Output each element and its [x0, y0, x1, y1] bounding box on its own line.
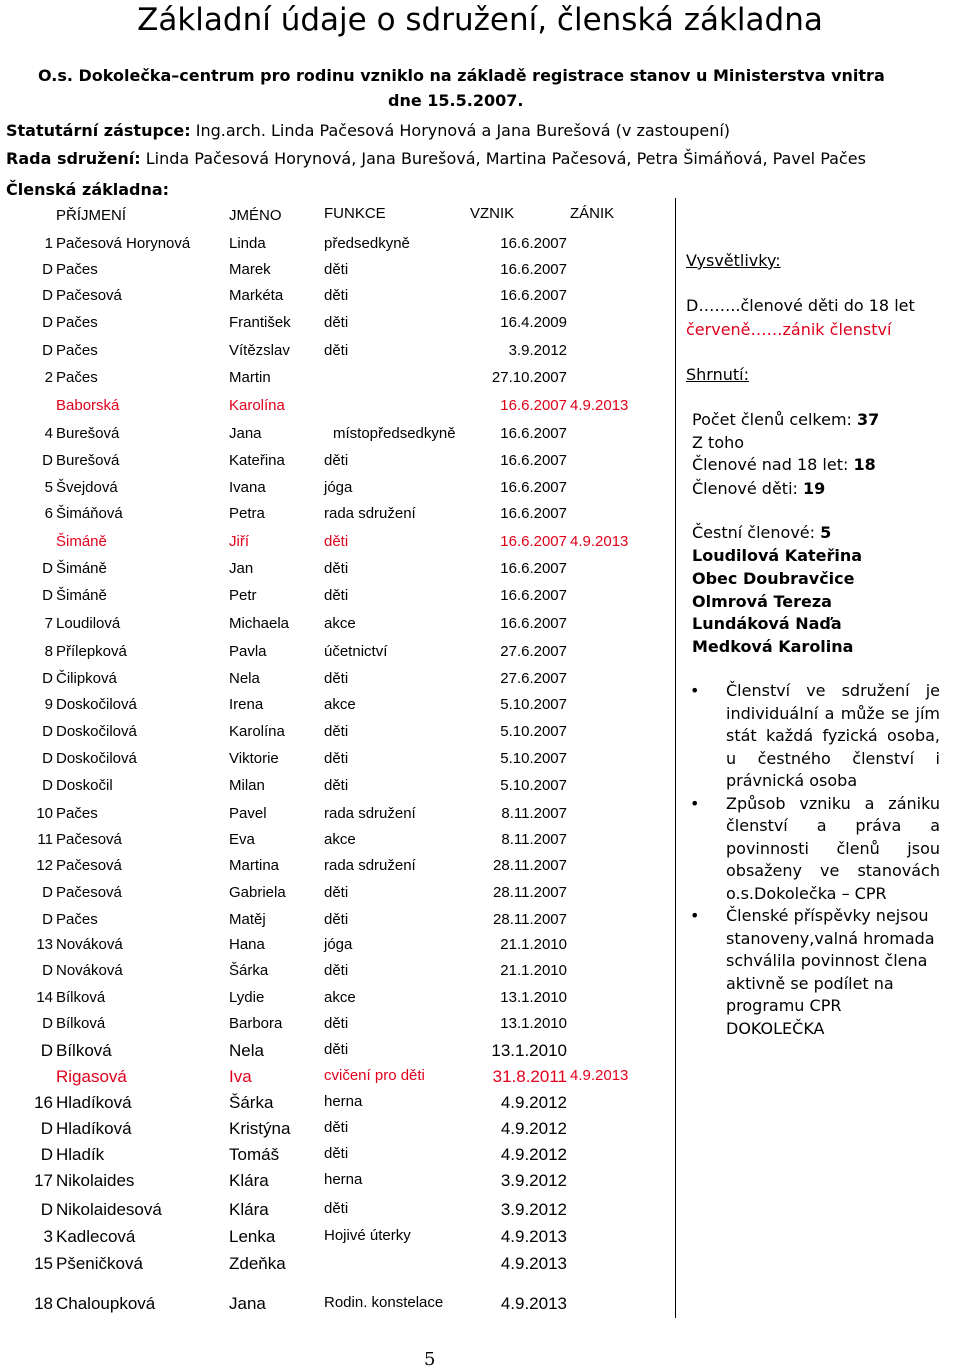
- row-no: D: [42, 452, 53, 469]
- row-start: 5.10.2007: [500, 696, 567, 713]
- board-label: Rada sdružení:: [6, 149, 141, 168]
- row-surname: Nikolaidesová: [56, 1200, 162, 1219]
- row-start: 16.6.2007: [500, 615, 567, 632]
- row-surname: Hladíková: [56, 1093, 132, 1112]
- col-header-end: ZÁNIK: [570, 205, 615, 222]
- row-name: Kristýna: [229, 1119, 291, 1138]
- row-name: Viktorie: [229, 750, 279, 767]
- row-surname: Čilipková: [56, 670, 117, 687]
- row-name: Jana: [229, 1294, 266, 1313]
- honorary-member: Lundáková Naďa: [692, 614, 842, 633]
- row-name: Iva: [229, 1067, 252, 1086]
- row-no: D: [40, 1145, 53, 1164]
- summary-honorary-label: Čestní členové:: [692, 523, 816, 542]
- row-role: akce: [324, 615, 356, 632]
- row-name: Eva: [229, 831, 255, 848]
- row-start: 16.6.2007: [500, 505, 567, 522]
- col-header-role: FUNKCE: [324, 205, 386, 222]
- row-no: 10: [36, 805, 53, 822]
- row-surname: Pačes: [56, 342, 98, 359]
- row-name: Lydie: [229, 989, 265, 1006]
- row-start: 16.6.2007: [500, 587, 567, 604]
- row-name: Petra: [229, 505, 265, 522]
- summary-children: [692, 479, 825, 498]
- row-start: 3.9.2012: [508, 342, 567, 359]
- row-surname: Pačes: [56, 261, 98, 278]
- col-header-name: JMÉNO: [229, 207, 282, 224]
- row-no: D: [42, 884, 53, 901]
- row-start: 4.9.2012: [500, 1119, 567, 1138]
- row-no: D: [40, 1200, 53, 1219]
- row-role: děti: [324, 723, 349, 740]
- summary-children-label: Členové děti:: [692, 479, 798, 498]
- row-name: Markéta: [229, 287, 284, 304]
- row-role: děti: [324, 962, 349, 979]
- row-no: 2: [44, 369, 53, 386]
- row-surname: Pačes: [56, 369, 98, 386]
- row-name: Marek: [229, 261, 271, 278]
- row-start: 21.1.2010: [500, 936, 567, 953]
- row-no: 18: [34, 1294, 53, 1313]
- row-surname: Bílková: [56, 989, 106, 1006]
- row-no: 12: [36, 857, 53, 874]
- row-surname: Nováková: [56, 936, 123, 953]
- row-start: 16.6.2007: [500, 397, 567, 414]
- honorary-member: Olmrová Tereza: [692, 592, 832, 611]
- row-start: 16.6.2007: [500, 479, 567, 496]
- row-start: 8.11.2007: [501, 805, 567, 822]
- row-role: děti: [324, 1200, 349, 1217]
- row-start: 4.9.2013: [500, 1294, 567, 1313]
- row-start: 5.10.2007: [500, 750, 567, 767]
- row-surname: Baborská: [56, 397, 120, 414]
- row-start: 16.6.2007: [500, 235, 567, 252]
- row-surname: Pačes: [56, 911, 98, 928]
- row-no: 3: [43, 1227, 53, 1246]
- row-role: děti: [324, 287, 349, 304]
- row-role: herna: [324, 1171, 363, 1188]
- row-role: akce: [324, 831, 356, 848]
- row-name: Linda: [229, 235, 266, 252]
- rules-list: [690, 680, 940, 1040]
- row-no: D: [42, 777, 53, 794]
- row-end: 4.9.2013: [570, 533, 629, 550]
- row-start: 16.6.2007: [500, 261, 567, 278]
- honorary-member: Loudilová Kateřina: [692, 546, 863, 565]
- legend-title: Vysvětlivky:: [686, 251, 781, 270]
- row-start: 13.1.2010: [491, 1041, 567, 1060]
- row-start: 13.1.2010: [500, 1015, 567, 1032]
- statutory-value: Ing.arch. Linda Pačesová Horynová a Jana Burešová (v zastoupení): [195, 121, 731, 140]
- summary-adults-value: 18: [853, 455, 876, 474]
- row-no: D: [42, 911, 53, 928]
- row-name: Pavel: [229, 805, 267, 822]
- row-surname: Pačesová: [56, 831, 122, 848]
- row-no: D: [42, 342, 53, 359]
- rule-text: Členství ve sdružení je individuální a může se jím stát každá fyzická osoba, u čestného členství i právnická osoba: [726, 681, 940, 790]
- row-surname: Pačesová Horynová: [56, 235, 191, 252]
- row-name: Jan: [229, 560, 254, 577]
- row-role: děti: [324, 670, 349, 687]
- row-role: děti: [324, 261, 349, 278]
- row-no: D: [42, 314, 53, 331]
- row-role: děti: [324, 777, 349, 794]
- row-no: 5: [44, 479, 53, 496]
- row-start: 4.9.2013: [500, 1254, 567, 1273]
- row-no: D: [40, 1041, 53, 1060]
- col-header-start: VZNIK: [470, 205, 515, 222]
- row-role: jóga: [324, 936, 353, 953]
- row-no: 16: [34, 1093, 53, 1112]
- row-start: 3.9.2012: [500, 1171, 567, 1190]
- row-name: František: [229, 314, 291, 331]
- row-role: rada sdružení: [324, 857, 416, 874]
- row-role: jóga: [324, 479, 353, 496]
- row-start: 27.6.2007: [500, 670, 567, 687]
- honorary-member: Obec Doubravčice: [692, 569, 855, 588]
- row-no: 1: [44, 235, 53, 252]
- row-role: místopředsedkyně: [333, 425, 456, 442]
- row-role: děti: [324, 884, 349, 901]
- row-no: D: [42, 287, 53, 304]
- row-no: 4: [44, 425, 53, 442]
- summary-total: [692, 410, 879, 429]
- row-start: 28.11.2007: [493, 857, 567, 874]
- rule-item: [690, 793, 940, 906]
- row-name: Vítězslav: [229, 342, 290, 359]
- row-name: Martin: [229, 369, 271, 386]
- row-no: D: [42, 1015, 53, 1032]
- row-role: rada sdružení: [324, 505, 416, 522]
- summary-total-value: 37: [857, 410, 880, 429]
- row-no: 13: [36, 936, 53, 953]
- row-surname: Hladíková: [56, 1119, 132, 1138]
- row-surname: Šimáně: [56, 587, 107, 604]
- row-surname: Bílková: [56, 1041, 112, 1060]
- row-start: 4.9.2012: [500, 1145, 567, 1164]
- row-name: Karolína: [229, 397, 285, 414]
- col-header-surname: PŘÍJMENÍ: [56, 207, 127, 224]
- row-role: akce: [324, 696, 356, 713]
- registration-line-2: dne 15.5.2007.: [388, 91, 524, 110]
- row-role: děti: [324, 1119, 349, 1136]
- row-surname: Švejdová: [56, 479, 118, 496]
- row-name: Zdeňka: [229, 1254, 286, 1273]
- row-name: Ivana: [229, 479, 266, 496]
- row-name: Karolína: [229, 723, 285, 740]
- rule-item: [690, 905, 940, 1040]
- row-role: cvičení pro děti: [324, 1067, 425, 1084]
- row-name: Hana: [229, 936, 265, 953]
- row-name: Šárka: [229, 962, 269, 979]
- table-right-border: [675, 198, 676, 1318]
- row-surname: Pačes: [56, 805, 98, 822]
- row-name: Nela: [229, 1041, 264, 1060]
- row-role: rada sdružení: [324, 805, 416, 822]
- rule-text: Členské příspěvky nejsou stanoveny,valná hromada schválila povinnost člena aktivně se podílet na programu CPR DOKOLEČKA: [726, 906, 935, 1038]
- row-no: D: [42, 750, 53, 767]
- row-no: D: [42, 962, 53, 979]
- row-name: Jiří: [229, 533, 249, 550]
- row-start: 16.4.2009: [500, 314, 567, 331]
- row-name: Lenka: [229, 1227, 276, 1246]
- row-name: Barbora: [229, 1015, 283, 1032]
- row-name: Tomáš: [229, 1145, 280, 1164]
- row-role: děti: [324, 750, 349, 767]
- rule-text: Způsob vzniku a zániku členství a práva a povinnosti členů jsou obsaženy ve stanovách o.s.Dokolečka – CPR: [726, 793, 940, 903]
- row-name: Klára: [229, 1200, 269, 1219]
- row-surname: Doskočilová: [56, 750, 137, 767]
- row-role: Hojivé úterky: [324, 1227, 411, 1244]
- row-role: děti: [324, 587, 349, 604]
- page-title: Základní údaje o sdružení, členská základna: [137, 2, 823, 38]
- bullet-icon: •: [690, 793, 700, 813]
- rule-item: [690, 680, 940, 793]
- row-name: Šárka: [229, 1093, 274, 1112]
- row-name: Jana: [229, 425, 262, 442]
- row-role: účetnictví: [324, 643, 388, 660]
- row-role: děti: [324, 560, 349, 577]
- row-name: Matěj: [229, 911, 266, 928]
- row-start: 16.6.2007: [500, 533, 567, 550]
- statutory-label: Statutární zástupce:: [6, 121, 191, 140]
- summary-of-which: Z toho: [692, 433, 745, 452]
- row-start: 28.11.2007: [493, 884, 567, 901]
- row-role: děti: [324, 1145, 349, 1162]
- row-surname: Pačesová: [56, 884, 122, 901]
- row-surname: Bílková: [56, 1015, 106, 1032]
- row-start: 3.9.2012: [500, 1200, 567, 1219]
- row-surname: Šimáně: [56, 533, 107, 550]
- row-no: 17: [34, 1171, 53, 1190]
- honorary-member: Medková Karolina: [692, 637, 854, 656]
- row-start: 13.1.2010: [500, 989, 567, 1006]
- row-role: děti: [324, 452, 349, 469]
- row-no: 15: [34, 1254, 53, 1273]
- row-no: 9: [44, 696, 53, 713]
- row-start: 27.10.2007: [491, 369, 567, 386]
- row-role: herna: [324, 1093, 363, 1110]
- row-role: akce: [324, 989, 356, 1006]
- row-role: děti: [324, 342, 349, 359]
- row-name: Klára: [229, 1171, 269, 1190]
- row-start: 5.10.2007: [500, 777, 567, 794]
- legend-d: D……..členové děti do 18 let: [686, 296, 915, 315]
- row-no: D: [42, 723, 53, 740]
- row-name: Pavla: [229, 643, 267, 660]
- row-name: Michaela: [229, 615, 290, 632]
- summary-total-label: Počet členů celkem:: [692, 410, 852, 429]
- row-start: 27.6.2007: [500, 643, 567, 660]
- summary-adults-label: Členové nad 18 let:: [692, 455, 849, 474]
- row-start: 8.11.2007: [501, 831, 567, 848]
- page-number: 5: [424, 1349, 436, 1370]
- row-role: předsedkyně: [324, 235, 410, 252]
- row-surname: Kadlecová: [56, 1227, 136, 1246]
- legend-red: červeně……zánik členství: [686, 320, 892, 339]
- row-surname: Burešová: [56, 452, 120, 469]
- row-name: Irena: [229, 696, 264, 713]
- summary-adults: [692, 455, 876, 474]
- row-no: 8: [44, 643, 53, 660]
- summary-honorary-value: 5: [820, 523, 832, 542]
- row-no: 14: [36, 989, 53, 1006]
- row-name: Gabriela: [229, 884, 286, 901]
- row-name: Nela: [229, 670, 260, 687]
- bullet-icon: •: [690, 906, 700, 925]
- row-surname: Nikolaides: [56, 1171, 135, 1190]
- row-start: 16.6.2007: [500, 425, 567, 442]
- row-no: 11: [37, 831, 53, 848]
- row-role: Rodin. konstelace: [324, 1294, 444, 1311]
- row-name: Kateřina: [229, 452, 285, 469]
- row-surname: Chaloupková: [56, 1294, 156, 1313]
- row-role: děti: [324, 1015, 349, 1032]
- row-no: 6: [44, 505, 53, 522]
- row-surname: Rigasová: [56, 1067, 127, 1086]
- row-end: 4.9.2013: [570, 397, 629, 414]
- bullet-icon: •: [690, 681, 700, 700]
- row-start: 31.8.2011: [492, 1067, 567, 1086]
- row-no: 7: [44, 615, 53, 632]
- row-surname: Doskočilová: [56, 723, 137, 740]
- row-start: 16.6.2007: [500, 287, 567, 304]
- row-surname: Doskočilová: [56, 696, 137, 713]
- row-no: D: [40, 1119, 53, 1138]
- row-surname: Přílepková: [56, 643, 127, 660]
- row-start: 28.11.2007: [493, 911, 567, 928]
- row-surname: Loudilová: [56, 615, 121, 632]
- row-surname: Doskočil: [56, 777, 113, 794]
- row-surname: Pačesová: [56, 857, 122, 874]
- row-surname: Burešová: [56, 425, 120, 442]
- registration-line-1: O.s. Dokolečka–centrum pro rodinu vzniklo na základě registrace stanov u Ministerstva vnitra: [38, 66, 885, 85]
- row-name: Petr: [229, 587, 257, 604]
- summary-honorary: [692, 523, 831, 542]
- row-surname: Hladík: [56, 1145, 105, 1164]
- row-role: děti: [324, 533, 349, 550]
- row-start: 4.9.2013: [500, 1227, 567, 1246]
- row-role: děti: [324, 1041, 349, 1058]
- summary-title: Shrnutí:: [686, 365, 749, 384]
- row-surname: Pačes: [56, 314, 98, 331]
- row-surname: Pšeničková: [56, 1254, 143, 1273]
- row-start: 16.6.2007: [500, 560, 567, 577]
- row-surname: Šimáňová: [56, 505, 123, 522]
- row-start: 21.1.2010: [500, 962, 567, 979]
- row-name: Milan: [229, 777, 265, 794]
- row-start: 4.9.2012: [500, 1093, 567, 1112]
- row-no: D: [42, 560, 53, 577]
- row-role: děti: [324, 911, 349, 928]
- members-label: Členská základna:: [6, 180, 170, 199]
- row-surname: Nováková: [56, 962, 123, 979]
- row-start: 16.6.2007: [500, 452, 567, 469]
- row-no: D: [42, 670, 53, 687]
- row-start: 5.10.2007: [500, 723, 567, 740]
- row-no: D: [42, 587, 53, 604]
- row-surname: Šimáně: [56, 560, 107, 577]
- board-value: Linda Pačesová Horynová, Jana Burešová, Martina Pačesová, Petra Šimáňová, Pavel Pačes: [145, 149, 866, 168]
- row-no: D: [42, 261, 53, 278]
- row-end: 4.9.2013: [570, 1067, 629, 1084]
- row-role: děti: [324, 314, 349, 331]
- summary-children-value: 19: [803, 479, 826, 498]
- row-name: Martina: [229, 857, 280, 874]
- row-surname: Pačesová: [56, 287, 122, 304]
